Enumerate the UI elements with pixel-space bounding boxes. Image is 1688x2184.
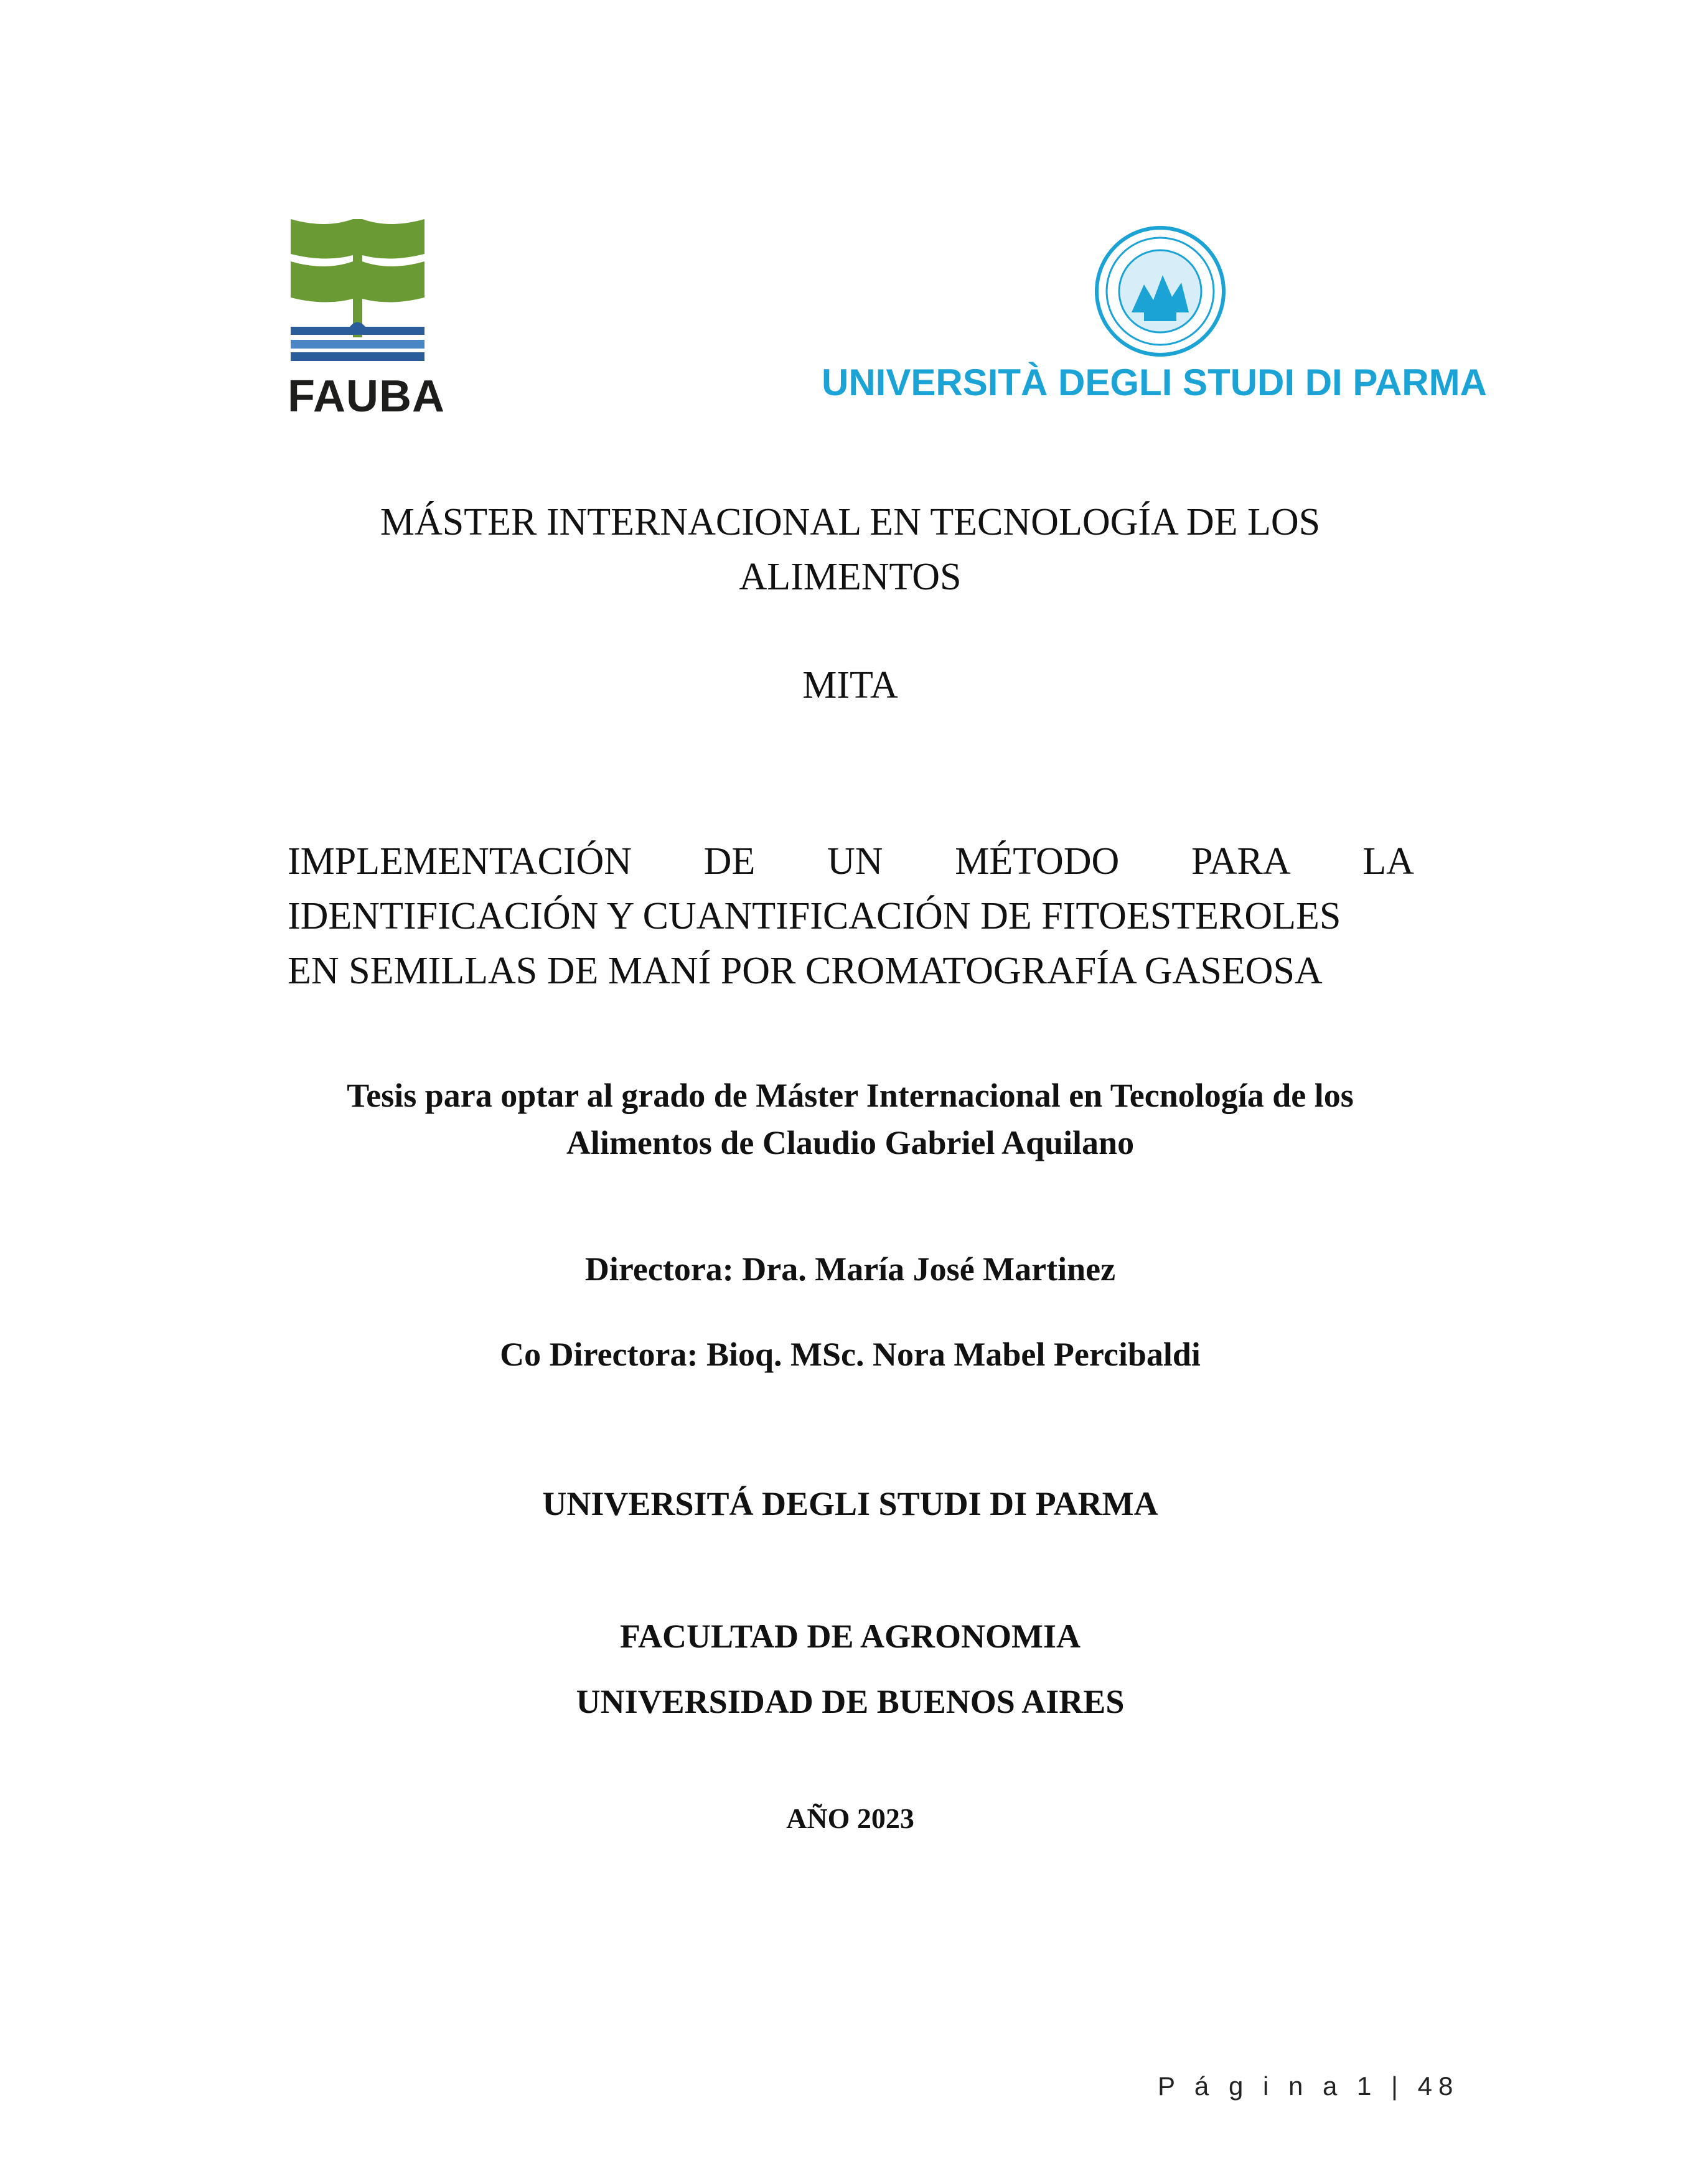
thesis-title-line-3: EN SEMILLAS DE MANÍ POR CROMATOGRAFÍA GASEOSA [288, 950, 1323, 992]
year: AÑO 2023 [786, 1802, 914, 1834]
thesis-title-line-2: IDENTIFICACIÓN Y CUANTIFICACIÓN DE FITOESTEROLES [288, 895, 1341, 937]
co-directora: Co Directora: Bioq. MSc. Nora Mabel Percibaldi [500, 1336, 1201, 1373]
degree-statement [222, 1072, 1479, 1166]
thesis-title-word: IMPLEMENTACIÓN [288, 840, 632, 883]
program-title-line-2: ALIMENTOS [739, 556, 962, 598]
degree-statement-line-1: Tesis para optar al grado de Máster Internacional en Tecnología de los [347, 1077, 1354, 1114]
degree-statement-line-2: Alimentos de Claudio Gabriel Aquilano [566, 1124, 1135, 1161]
directora: Directora: Dra. María José Martinez [584, 1250, 1116, 1288]
university-parma: UNIVERSITÁ DEGLI STUDI DI PARMA [542, 1485, 1158, 1522]
thesis-title [288, 834, 1414, 998]
thesis-title-line-1 [288, 834, 1414, 889]
parma-logo-text: UNIVERSITÀ DEGLI STUDI DI PARMA [822, 362, 1487, 403]
thesis-title-word: LA [1362, 840, 1414, 883]
fauba-logo-text: FAUBA [288, 372, 445, 421]
thesis-title-word: PARA [1191, 840, 1291, 883]
parma-seal-icon [1094, 225, 1226, 357]
program-title [222, 495, 1479, 604]
thesis-title-word: UN [827, 840, 883, 883]
page-number: P á g i n a 1 | 48 [1158, 2071, 1460, 2101]
thesis-title-word: MÉTODO [955, 840, 1120, 883]
program-title-line-1: MÁSTER INTERNACIONAL EN TECNOLOGÍA DE LOS [380, 501, 1321, 543]
university-buenos-aires: UNIVERSIDAD DE BUENOS AIRES [576, 1683, 1125, 1720]
thesis-title-word: DE [703, 840, 756, 883]
program-acronym: MITA [802, 664, 898, 706]
facultad: FACULTAD DE AGRONOMIA [619, 1618, 1081, 1655]
